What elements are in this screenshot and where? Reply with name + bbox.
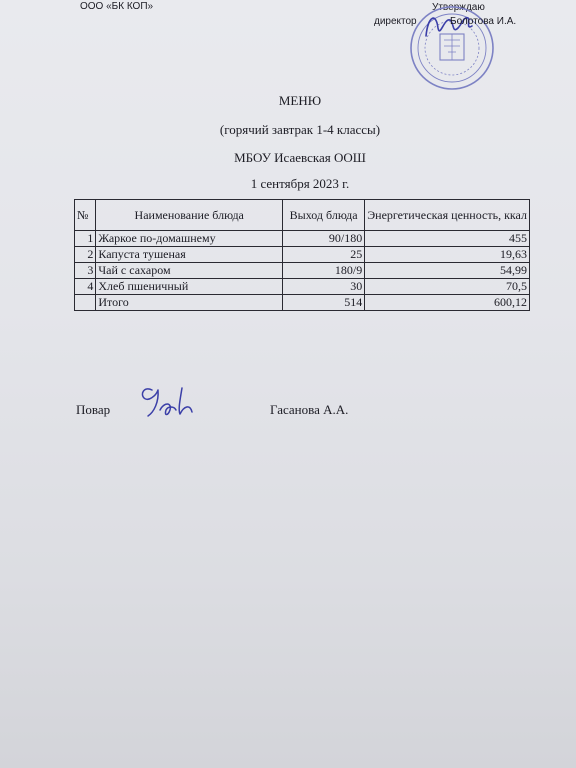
column-header-dish-name: Наименование блюда — [96, 200, 283, 231]
total-number-cell — [75, 295, 96, 311]
dish-energy: 455 — [365, 231, 530, 247]
row-number: 1 — [75, 231, 96, 247]
cook-label: Повар — [76, 402, 111, 417]
dish-name: Жаркое по-домашнему — [96, 231, 283, 247]
column-header-portion: Выход блюда — [283, 200, 365, 231]
dish-name: Капуста тушеная — [96, 247, 283, 263]
column-header-energy: Энергетическая ценность, ккал — [365, 200, 530, 231]
dish-energy: 54,99 — [365, 263, 530, 279]
table-total-row — [75, 295, 530, 311]
document-title: МЕНЮ — [278, 93, 322, 108]
dish-portion: 90/180 — [283, 231, 365, 247]
table-row — [75, 279, 530, 295]
total-portion: 514 — [283, 295, 365, 311]
approval-title: Утверждаю — [432, 2, 485, 13]
cook-signature — [130, 380, 214, 426]
school-name: МБОУ Исаевская ООШ — [234, 150, 366, 165]
table-header-row — [75, 200, 530, 231]
table-row — [75, 263, 530, 279]
director-position: директор — [374, 16, 417, 27]
total-energy: 600,12 — [365, 295, 530, 311]
column-header-number: № — [75, 200, 96, 231]
row-number: 3 — [75, 263, 96, 279]
total-label: Итого — [96, 295, 283, 311]
cook-name: Гасанова А.А. — [270, 402, 349, 417]
row-number: 4 — [75, 279, 96, 295]
meal-type: (горячий завтрак 1-4 классы) — [219, 122, 381, 137]
dish-name: Хлеб пшеничный — [96, 279, 283, 295]
dish-energy: 19,63 — [365, 247, 530, 263]
table-row — [75, 231, 530, 247]
dish-energy: 70,5 — [365, 279, 530, 295]
organization-name: ООО «БК КОП» — [80, 1, 154, 12]
dish-portion: 30 — [283, 279, 365, 295]
menu-date: 1 сентября 2023 г. — [250, 176, 350, 191]
dish-name: Чай с сахаром — [96, 263, 283, 279]
table-row — [75, 247, 530, 263]
dish-portion: 180/9 — [283, 263, 365, 279]
row-number: 2 — [75, 247, 96, 263]
director-name: Болотова И.А. — [450, 16, 517, 27]
menu-table — [74, 199, 530, 311]
dish-portion: 25 — [283, 247, 365, 263]
